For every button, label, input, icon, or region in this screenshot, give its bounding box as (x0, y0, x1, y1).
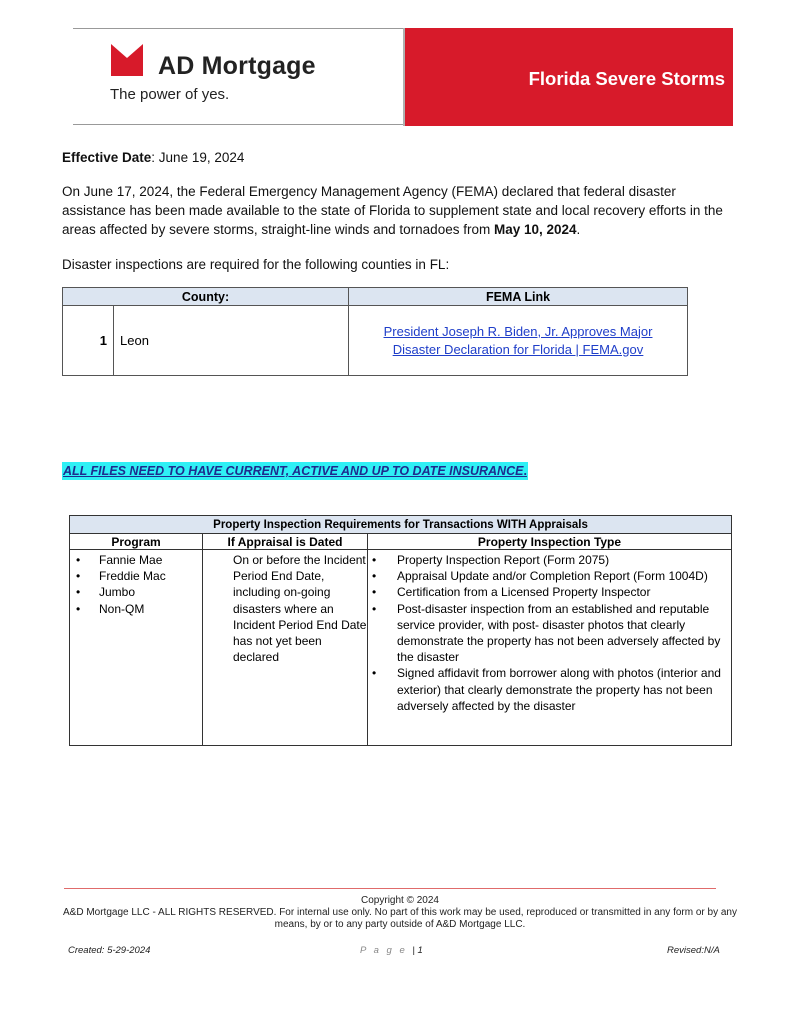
revised-date: Revised:N/A (667, 945, 720, 956)
footer-divider (64, 888, 716, 889)
footer (60, 895, 740, 931)
intro-date: May 10, 2024 (493, 222, 577, 237)
fema-link-cell (349, 306, 688, 376)
list-item: • Post-disaster inspection from an established and reputable service provider, with post- disaster photos that clearly demonstrate the property has not been adversely affected by the disaster (368, 601, 729, 666)
list-item: • Fannie Mae (70, 552, 202, 568)
header-divider-top (73, 28, 403, 29)
list-item: • Appraisal Update and/or Completion Report (Form 1004D) (368, 568, 729, 584)
header-divider-bottom (73, 124, 403, 125)
inspection-type-list (368, 552, 729, 714)
appraisal-dated-header: If Appraisal is Dated (203, 534, 368, 550)
document-header (73, 28, 733, 126)
intro-paragraph (62, 182, 742, 239)
list-item: • Property Inspection Report (Form 2075) (368, 552, 729, 568)
requirement-text: Disaster inspections are required for the following counties in FL: (62, 257, 450, 272)
tagline: The power of yes. (110, 86, 230, 103)
property-table-title: Property Inspection Requirements for Transactions WITH Appraisals (70, 516, 732, 534)
county-header: County: (63, 288, 349, 306)
page-number (360, 945, 423, 956)
list-item: • Certification from a Licensed Property Inspector (368, 584, 729, 600)
table-row (63, 306, 688, 376)
created-date: Created: 5-29-2024 (68, 945, 151, 956)
appraisal-dated-cell: On or before the Incident Period End Date, including on-going disasters where an Incident Period End Date has not yet been declared (203, 550, 368, 746)
intro-text: On June 17, 2024, the Federal Emergency Management Agency (FEMA) declared that federal disaster assistance has been made available to the state of Florida to supplement state and local recovery efforts in the areas affected by severe storms, straight-line winds and tornadoes from (62, 184, 723, 237)
logo-text: AD Mortgage (158, 52, 316, 80)
ad-mortgage-logo-icon (111, 44, 143, 76)
effective-date-label: Effective Date (62, 150, 152, 165)
company-logo (111, 44, 371, 84)
rights-notice: A&D Mortgage LLC - ALL RIGHTS RESERVED. For internal use only. No part of this work may be used, reproduced or transmitted in any form or by any means, by or to any party outside of A&D Mortgage LLC. (63, 907, 737, 930)
insurance-notice (62, 462, 528, 480)
county-name: Leon (114, 306, 349, 376)
copyright: Copyright © 2024 (361, 895, 439, 906)
list-item: • Non-QM (70, 601, 202, 617)
effective-date (62, 148, 244, 167)
program-header: Program (70, 534, 203, 550)
inspection-type-cell (368, 550, 732, 746)
property-inspection-table (69, 515, 732, 746)
program-cell (70, 550, 203, 746)
insurance-notice-period: . (523, 464, 527, 478)
list-item: • Freddie Mac (70, 568, 202, 584)
county-table (62, 287, 688, 376)
page-value: | 1 (412, 945, 423, 956)
row-number: 1 (63, 306, 114, 376)
list-item: • Signed affidavit from borrower along with photos (interior and exterior) that clearly demonstrate the property has not been adversely affected by the disaster (368, 665, 729, 714)
inspection-type-header: Property Inspection Type (368, 534, 732, 550)
program-list (70, 552, 202, 617)
insurance-notice-text: ALL FILES NEED TO HAVE CURRENT, ACTIVE AND UP TO DATE INSURANCE (63, 464, 524, 478)
title-banner (403, 28, 733, 126)
page-label: P a g e (360, 945, 408, 956)
banner-title: Florida Severe Storms (528, 68, 725, 89)
fema-link[interactable]: President Joseph R. Biden, Jr. Approves Major Disaster Declaration for Florida | FEMA.gov (383, 323, 653, 357)
list-item: • Jumbo (70, 584, 202, 600)
intro-end: . (576, 222, 581, 237)
effective-date-value: : June 19, 2024 (151, 150, 245, 165)
fema-link-header: FEMA Link (349, 288, 688, 306)
